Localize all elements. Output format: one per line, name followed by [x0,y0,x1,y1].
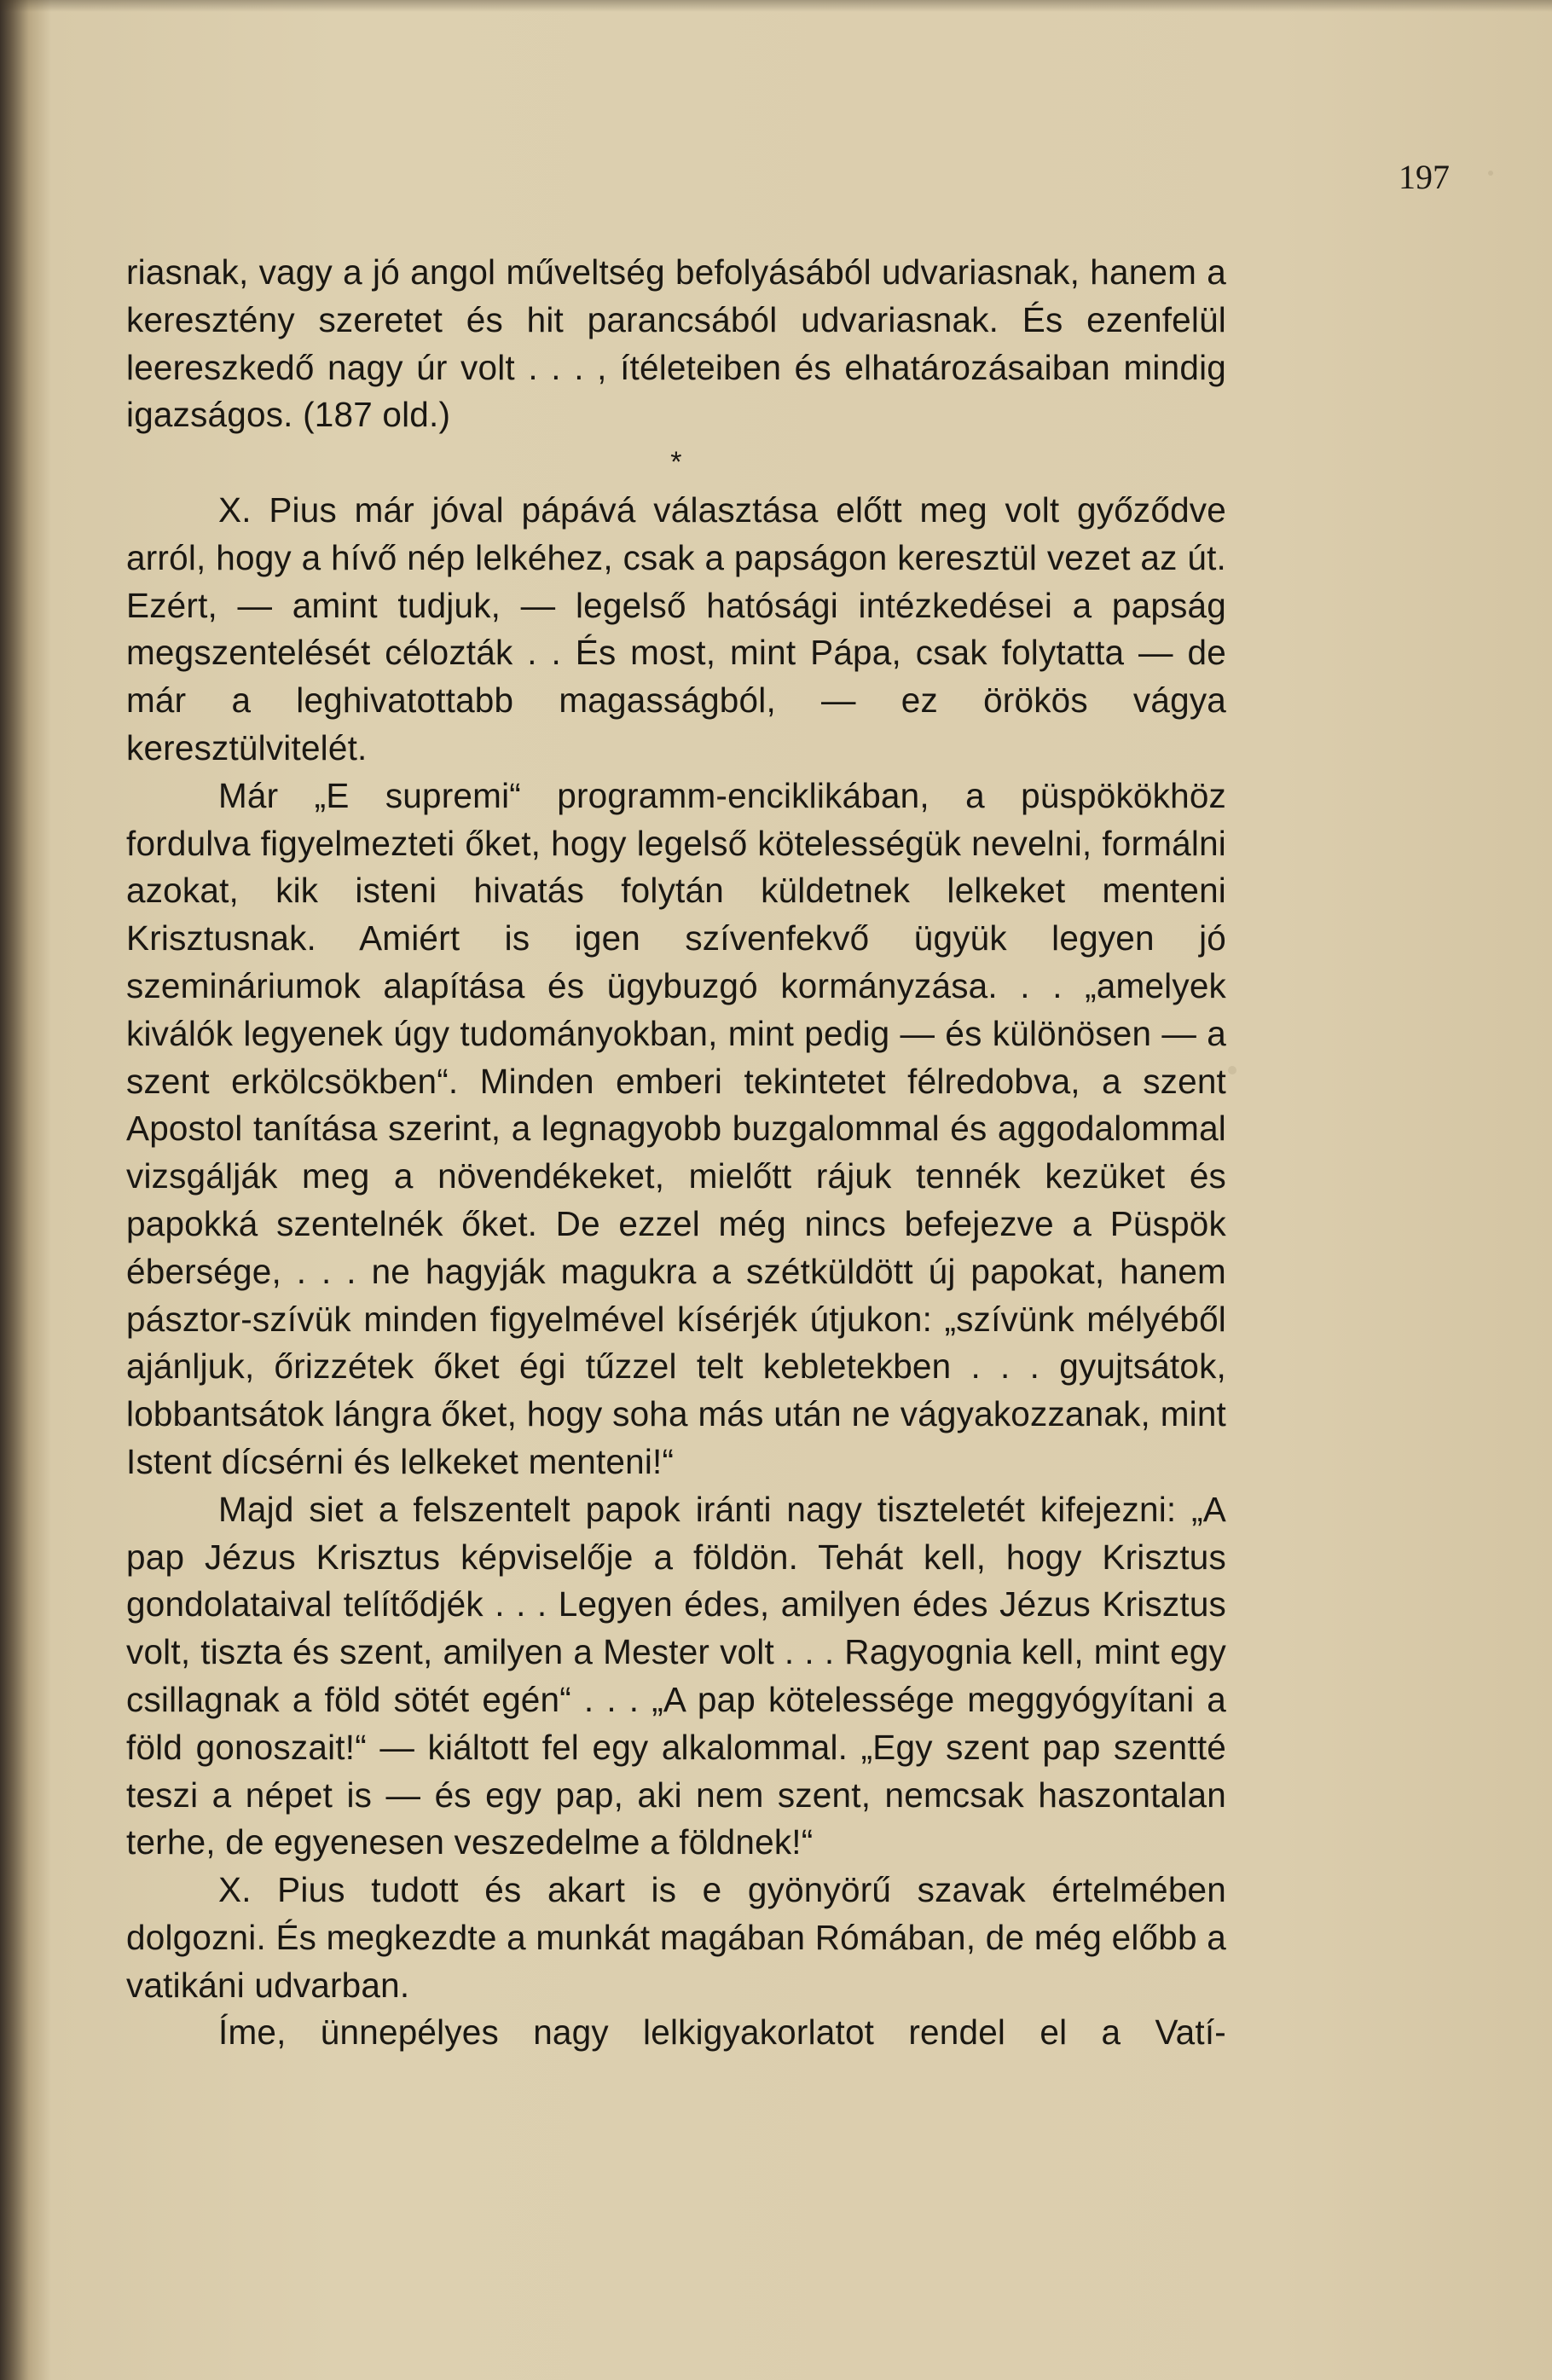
paragraph-3: Már „E supremi“ programm-enciklikában, a püspökökhöz fordulva figyelmezteti őket, hogy legelső kötelességük nevelni, formálni azokat, kik isteni hivatás folytán küldetnek lelkeket menteni Krisztusnak. Amiért is igen szívenfekvő ügyük legyen jó szemináriumok alapítása és ügybuzgó kormányzása. . . „amelyek kiválók legyenek úgy tudományokban, mint pedig — és különösen — a szent erkölcsökben“. Minden emberi tekintetet félredobva, a szent Apostol tanítása szerint, a legnagyobb buzgalommal és aggodalommal vizsgálják meg a növendékeket, mielőtt rájuk tennék kezüket és papokká szentelnék őket. De ezzel még nincs befejezve a Püspök ébersége, . . . ne hagyják magukra a szétküldött új papokat, hanem pásztor-szívük minden figyelmével kísérjék útjukon: „szívünk mélyéből ajánljuk, őrizzétek őket égi tűzzel telt kebletekben . . . gyujtsátok, lobbantsátok lángra őket, hogy soha más után ne vágyakozzanak, mint Istent dícsérni és lelkeket menteni!“ [126,775,1226,1481]
paragraph-6: Íme, ünnepélyes nagy lelkigyakorlatot rendel el a Vatí- [218,2012,1226,2053]
page-top-shadow [0,0,1552,12]
section-separator: * [670,446,682,479]
paragraph-4: Majd siet a felszentelt papok iránti nagy tiszteletét kifejezni: „A pap Jézus Krisztus képviselője a földön. Tehát kell, hogy Krisztus gondolataival telítődjék . . . Legyen édes, amilyen édes Jézus Krisztus volt, tiszta és szent, amilyen a Mester volt . . . Ragyognia kell, mint egy csillagnak a föld sötét egén“ . . . „A pap kötelessége meggyógyítani a föld gonoszait!“ — kiáltott fel egy alkalommal. „Egy szent pap szentté teszi a népet is — és egy pap, aki nem szent, nemcsak haszontalan terhe, de egyenesen veszedelme a földnek!“ [126,1489,1226,1862]
page-number: 197 [1399,158,1450,196]
paper-stain [1488,171,1493,176]
paragraph-1: riasnak, vagy a jó angol műveltség befolyásából udvariasnak, hanem a keresztény szeretet és hit parancsából udvariasnak. És ezenfelül leereszkedő nagy úr volt . . . , ítéleteiben és elhatározásaiban mindig igazságos. (187 old.) [126,252,1226,435]
body-text [126,249,1226,2057]
paper-stain [1228,1066,1236,1074]
paragraph-5: X. Pius tudott és akart is e gyönyörű szavak értelmében dolgozni. És megkezdte a munkát magában Rómában, de még előbb a vatikáni udvarban. [126,1870,1226,2005]
paragraph-2: X. Pius már jóval pápává választása előtt meg volt győződve arról, hogy a hívő nép lelkéhez, csak a papságon keresztül vezet az út. Ezért, — amint tudjuk, — legelső hatósági intézkedései a papság megszentelését célozták . . És most, mint Pápa, csak folytatta — de már a leghivatottabb magasságból, — ez örökös vágya keresztülvitelét. [126,489,1226,767]
